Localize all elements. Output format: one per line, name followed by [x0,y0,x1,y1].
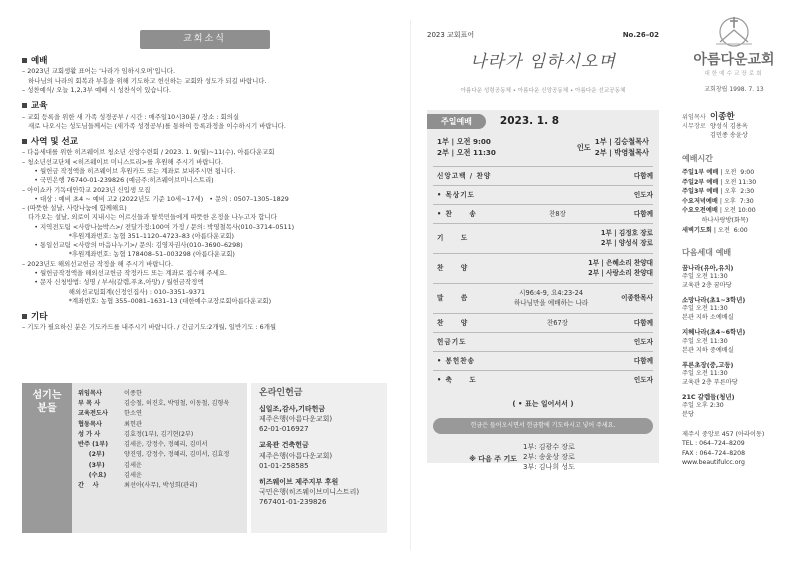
bullet-icon [22,58,27,63]
news-line: 하나님의 나라의 회복과 부흥을 위해 기도하고 헌신하는 교회와 성도가 되길 바랍니다. [22,76,267,85]
news-line: *후원계좌번호: 농협 351–1120–4723–83 (아름다운교회) [22,231,235,240]
news-line: *계좌번호: 농협 355–0081–1631–13 (대한예수교장로회아름다운교회) [22,296,272,305]
news-line: – 2023년 교회생활 표어는 ‘나라가 임하시오며’입니다. [22,67,176,76]
group-place: 교육관 2층 꿈마당 [682,282,732,290]
news-line: • 지역전도팀 <사랑나눔박스>/ 전달가정:100여 가정 / 문의: 박영철목사(010–3714–0511) [22,222,295,231]
news-line: • 국민은행 76740-01-239826 (예금주:히즈웨이브미니스트리) [22,176,214,185]
group-time: 주일 오전 11:30 [682,305,728,313]
next-2: 2부: 송윤상 장로 [523,453,575,462]
group-name: 소망나라(초1~3학년) [682,296,746,305]
worship-leader: 인도자 [633,375,653,384]
staff [682,111,786,141]
worship-time-name: 수요저녁예배 [682,197,718,205]
page-divider [410,20,411,550]
section-head [22,100,387,112]
online-offering-title: 온라인헌금 [259,388,303,398]
group-name: 지혜나라(초4~6학년) [682,328,746,337]
news-line: • 대상 : 예비 초4 ~ 예비 고2 (2022년도 기준 10세~17세) • 문의 : 0507–1305–1829 [22,194,289,203]
group-time: 주일 오전 11:30 [682,273,728,281]
worship-detail: 찬67장 [546,318,569,327]
next-gen-group [682,296,786,323]
section-head [22,311,387,323]
server-names: 최선아(사무), 박성희(관리) [124,482,198,490]
worship-time-value: 오전 6:00 [717,226,748,234]
worship-time-value: 하나사랑방(화목) [682,217,749,225]
server-names: 김효정(1부), 김기현(2부) [124,430,194,438]
group-name: 21C 갈렙들(청년) [682,392,735,401]
worship-detail: 시96:4-9, 요4:23-24 하나님만을 예배하는 나라 [513,289,589,307]
section-title: 예배 [31,56,48,67]
server-row [78,450,229,460]
news-line: • 월헌금 작정액을 히즈웨이브 후원카드 또는 계좌로 보내주시면 됩니다. [22,166,236,175]
worship-leader: 1부 | 은혜소리 찬양대 2부 | 사랑소리 찬양대 [588,259,653,277]
server-role: 교육전도사 [78,410,108,418]
worship-row [433,223,653,253]
servers-list [78,389,229,527]
server-role: 위임목사 [78,390,102,397]
staff-name: 양성식 김용옥 [710,123,748,131]
service-times [437,137,649,158]
worship-rows [433,166,653,389]
server-role: 반주 (1부) [78,441,109,449]
news-line: – 성찬예식/ 오늘 1,2,3부 예배 시 성찬식이 있습니다. [22,85,171,94]
account-name: 교육관 건축헌금 [259,441,309,450]
vision: 아름다운 성령공동체 • 아름다운 신앙공동체 • 아름다운 선교공동체 [460,87,626,94]
server-role: 부 목 사 [78,400,101,408]
account-name: 히즈웨이브 제주지부 후원 [259,477,339,486]
server-role: 간 사 [78,482,99,490]
section-head [22,136,387,148]
staff-role: 위임목사 [682,114,706,122]
worship-leader: 인도자 [633,337,653,346]
worship-time-value: 오후 2:30 [724,188,755,196]
worship-leader: 이종한목사 [621,294,653,303]
staff-name: 이종한 [710,112,735,123]
server-row [78,399,229,409]
next-gen-groups [682,264,786,420]
news-line: – 교회 등록을 위한 새 가족 성경공부 / 시간 : 매주일10시30분 / 장소 : 회의실 [22,112,240,121]
news-title: 교회소식 [140,30,270,49]
worship-time-row: 주일1부 예배 | 오전 9:00 [682,168,755,176]
section-title: 기타 [31,312,48,323]
server-role: 성 가 사 [78,430,101,438]
issue-number: No.26–02 [622,31,659,39]
news-line: 다가오는 설날, 외로이 지내시는 어르신들과 탈북민들에게 따뜻한 온정을 나누고자 합니다 [22,213,277,222]
online-accounts [259,404,379,507]
next-gen-group [682,393,786,420]
server-names: 이종한 [124,390,142,397]
news-line: 새로 나오시는 성도님들께서는 (새가족 성경공부)를 통하여 등록과정을 이수하시기 바랍니다. [22,121,286,130]
worship-item: • 축 도 [437,375,477,384]
server-row [78,430,229,440]
servers-box [22,383,247,533]
worship-row [433,253,653,283]
server-role: (2부) [78,451,105,459]
next-3: 3부: 김나희 성도 [523,463,575,472]
fax: FAX : 064–724–8208 [682,449,746,457]
bullet-icon [22,139,27,144]
worship-row [433,185,653,204]
next-1: 1부: 김광수 장로 [523,443,575,452]
offering-note: 헌금은 들어오시면서 헌금함에 기도하시고 넣어 주세요. [433,418,653,435]
worship-time-row: 수요오전예배 | 오전 10:00 [682,207,756,215]
news-line: – 아이쇼카 기독대안학교 2023년 신입생 모집 [22,185,151,194]
section-title: 사역 및 선교 [31,137,78,148]
account-name: 십일조,감사,기타헌금 [259,405,326,414]
worship-row [433,351,653,370]
worship-row [433,204,653,223]
worship-time-row: 수요저녁예배 | 오후 7:30 [682,197,754,205]
standing-note: ( • 표는 일어서서 ) [512,400,574,409]
worship-time-value: 오전 10:00 [723,207,756,215]
server-role: 협동목사 [78,420,102,428]
news-panel [22,30,387,333]
server-names: 김세운 [124,461,142,469]
worship-time-row [682,216,786,226]
server-names: 한소연 [124,410,142,418]
staff-row [682,132,786,141]
group-place: 본관 지하 소예배실 [682,314,734,322]
tel: TEL : 064–724–8209 [682,440,745,448]
contact-info [682,430,786,467]
church-sub: 대한예수교장로회 [704,71,764,78]
worship-time-row: 주일2부 예배 | 오전 11:30 [682,178,757,186]
worship-times [682,168,786,235]
account-bank: 제주은행(아름다운교회) [259,415,333,424]
worship-item: • 봉헌찬송 [437,356,475,365]
server-row [78,440,229,450]
news-line: 해외선교팀회계(신정인집사) : 010–3351–9371 [22,287,206,296]
group-name: 꿈나라(유아,유치) [682,263,734,272]
news-line: *후원계좌번호: 농협 178408–51–003298 (아름다운교회) [22,250,235,259]
server-names: 최헌관 [124,420,142,428]
worship-row [433,332,653,351]
worship-item: • 찬 송 [437,209,477,218]
worship-time-value: 오후 7:30 [723,197,754,205]
worship-item: 신앙고백 / 찬양 [437,171,492,180]
news-line: • 월헌금작정액을 해외선교헌금 작정카드 또는 계좌로 접수해 주세요. [22,269,228,278]
worship-times-head: 예배시간 [682,154,713,164]
group-place: 본관 지하 중예배실 [682,346,734,354]
news-line: – 2023년도 해외선교헌금 작정을 해 주시기 바랍니다. [22,259,173,268]
news-line: • 문자 신청방법: 성명 / 부서(갈렙,푸초,아망) / 월헌금작정액 [22,278,204,287]
lead-2: 2부 | 박영철목사 [594,147,649,157]
worship-item: 찬 양 [437,318,469,327]
server-names: 김세운 [124,471,142,479]
worship-item: 헌금기도 [437,337,467,346]
next-gen-group [682,328,786,355]
worship-leader: 다함께 [633,171,653,180]
server-row [78,389,229,399]
staff-row [682,111,786,123]
worship-item: 기 도 [437,234,469,243]
group-place: 분당 [682,411,694,419]
lead-1: 1부 | 김승철목사 [594,137,649,147]
news-line: – 청소년선교단체 <히즈웨이브 미니스트리>를 후원해 주시기 바랍니다. [22,157,223,166]
worship-leader: 다함께 [633,209,653,218]
worship-leader: 1부 | 김정호 장로 2부 | 양성식 장로 [600,229,653,247]
news-line: • 통일선교팀 <사랑의 마음나누기>/ 문의: 김영자권사(010–3690–6298) [22,241,243,250]
next-gen-head: 다음세대 예배 [682,248,732,258]
worship-label: 주일예배 [427,114,486,130]
worship-time-name: 주일3부 예배 [682,188,719,196]
bullet-icon [22,103,27,108]
server-row [78,461,229,471]
account-bank: 제주은행(아름다운교회) [259,451,333,460]
section-head [22,55,387,67]
address: 제주시 중앙로 457 (아라이동) [682,431,765,439]
church-logo [682,14,786,78]
account [259,404,379,434]
staff-role: 시무장로 [682,123,706,131]
worship-item: 찬 양 [437,264,469,273]
worship-time-name: 주일2부 예배 [682,178,719,186]
servers-and-offering [22,383,387,533]
worship-leader: 다함께 [633,356,653,365]
server-names: 양진영, 강정수, 정혜리, 김미서, 김효정 [124,451,230,459]
worship-leader: 다함께 [633,318,653,327]
slogan: 나라가 임하시오며 [470,52,616,73]
server-role: (수요) [78,471,107,479]
worship-time-row: 새벽기도회 | 오전 6:00 [682,226,748,234]
motto-year: 2023 교회표어 [427,31,475,39]
worship-date: 2023. 1. 8 [499,115,560,128]
church-name: 아름다운교회 [693,52,775,68]
next-week-label: ※ 다음 주 기도 [469,455,517,464]
worship-time-value: 오전 11:30 [724,178,757,186]
worship-time-name: 새벽기도회 [682,226,712,234]
staff-name: 김민종 송윤상 [710,132,748,140]
worship-detail: 찬8장 [548,209,566,218]
worship-order [427,110,659,472]
news-line: – 다음세대를 위한 히즈웨이브 청소년 신앙수련회 / 2023. 1. 9(월)~11(수), 아름다운교회 [22,148,275,157]
account-bank: 국민은행(히즈웨이브미니스트리) [259,488,360,497]
time-1: 1부 | 오전 9:00 [437,137,491,147]
group-name: 푸른초장(중,고등) [682,360,734,369]
time-2: 2부 | 오전 11:30 [437,147,496,157]
group-place: 교육관 2층 푸른마당 [682,378,738,386]
bullet-icon [22,314,27,319]
server-row [78,409,229,419]
server-role: (3부) [78,461,105,469]
founded: 교회창립 1998. 7. 13 [704,86,764,94]
section-title: 교육 [31,101,48,112]
next-gen-group [682,264,786,291]
server-row [78,481,229,491]
worship-leader: 인도자 [633,190,653,199]
worship-row [433,283,653,313]
worship-item: • 목상기도 [437,190,475,199]
server-row [78,471,229,481]
church-logo-icon [714,14,754,50]
worship-row [433,370,653,389]
worship-row [433,166,653,185]
worship-item: 말 씀 [437,294,469,303]
next-week-prayer [433,442,653,472]
worship-time-value: 오전 9:00 [724,168,755,176]
group-time: 주일 오전 11:30 [682,337,728,345]
server-row [78,420,229,430]
worship-panel [427,30,659,472]
worship-row [433,313,653,332]
account-number: 01-01-258585 [259,461,309,470]
account-number: 767401-01-239826 [259,498,327,507]
server-names: 김승철, 허진호, 박영철, 이동철, 김형욱 [124,400,230,408]
servers-title: 섬기는 분들 [22,383,72,533]
account-number: 62-01-016927 [259,425,309,434]
server-names: 김세운, 강정수, 정혜리, 김미서 [124,441,208,449]
news-sections [22,55,387,333]
worship-time-name: 수요오전예배 [682,207,718,215]
news-line: – (따뜻한 설날, 사랑나눔에 함께해요) [22,204,127,213]
worship-time-name: 주일1부 예배 [682,168,719,176]
next-gen-group [682,361,786,388]
account [259,440,379,470]
news-line: – 기도가 필요하신 분은 기도카드를 내주시기 바랍니다. / 긴급기도:2개월, 일반기도 : 6개월 [22,323,277,332]
website: www.beautifulcc.org [682,458,745,466]
account [259,477,379,507]
church-info-panel [682,14,786,467]
online-offering [251,383,387,533]
lead-label: 인도 [576,142,591,152]
group-time: 주일 오전 11:30 [682,369,728,377]
worship-time-row: 주일3부 예배 | 오후 2:30 [682,188,755,196]
group-time: 주일 오후 2:30 [682,402,724,410]
